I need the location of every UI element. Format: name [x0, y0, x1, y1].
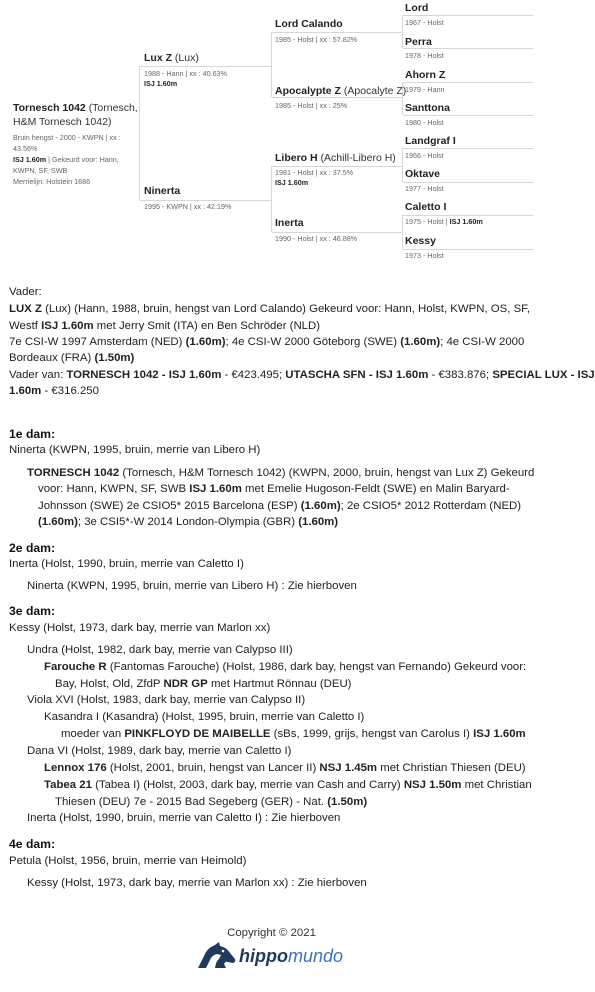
offspring-line: Johnsson (SWE) 2e CSIO5* 2015 Barcelona (ESP) (1.60m); 2e CSIO5* 2012 Rotterdam (NED)	[38, 500, 522, 512]
horse-details: 1985 - Holst | xx : 25%	[275, 101, 348, 110]
section-heading: 3e dam:	[9, 604, 56, 618]
horse-head-icon	[195, 942, 237, 970]
offspring-line: Kessy (Holst, 1973, dark bay, merrie van Marlon xx) : Zie hierboven	[27, 877, 367, 889]
horse-details: 1988 - Hann | xx : 40.63%	[144, 69, 227, 78]
pedigree-gen3-horse[interactable]: Lord Calando	[275, 18, 343, 30]
offspring-line: Lennox 176 (Holst, 2001, bruin, hengst van Lancer II) NSJ 1.45m met Christian Thiesen (DEU)	[44, 762, 526, 774]
horse-details: 1973 - Holst	[405, 251, 444, 260]
horse-alt-name-2: H&M Tornesch 1042)	[13, 116, 112, 128]
dam-line: Ninerta (KWPN, 1995, bruin, merrie van Libero H)	[9, 444, 261, 456]
pedigree-gen3-horse[interactable]: Libero H (Achill-Libero H)	[275, 152, 396, 164]
section-heading: 4e dam:	[9, 837, 56, 851]
offspring-line: TORNESCH 1042 (Tornesch, H&M Tornesch 1042) (KWPN, 2000, bruin, hengst van Lux Z) Gekeurd	[27, 467, 535, 479]
mare-line: Merrielijn: Holstein 1686	[13, 177, 91, 186]
sire-line: Bordeaux (FRA) (1.50m)	[9, 352, 135, 364]
sire-line: 7e CSI-W 1997 Amsterdam (NED) (1.60m); 4e CSI-W 2000 Göteborg (SWE) (1.60m); 4e CSI-W 2000	[9, 336, 525, 348]
pedigree-gen4-horse[interactable]: Perra	[405, 36, 432, 48]
dam-line: Kessy (Holst, 1973, dark bay, merrie van Marlon xx)	[9, 622, 271, 634]
horse-details: 1975 - Holst | ISJ 1.60m	[405, 217, 483, 226]
offspring-line: (1.60m); 3e CSI5*-W 2014 London-Olympia (GBR) (1.60m)	[38, 516, 339, 528]
pedigree-gen4-horse[interactable]: Oktave	[405, 168, 441, 180]
horse-details: 1995 - KWPN | xx : 42.19%	[144, 202, 232, 211]
pedigree-gen4-horse[interactable]: Caletto I	[405, 201, 447, 213]
horse-details: 1967 - Holst	[405, 18, 444, 27]
offspring-line: Dana VI (Holst, 1989, dark bay, merrie van Caletto I)	[27, 745, 292, 757]
pedigree-gen4-horse[interactable]: Santtona	[405, 102, 450, 114]
sire-line: Westf ISJ 1.60m met Jerry Smit (ITA) en Ben Schröder (NLD)	[9, 320, 321, 332]
offspring-line: voor: Hann, KWPN, SF, SWB ISJ 1.60m met Emelie Hugoson-Feldt (SWE) en Malin Baryard-	[38, 483, 510, 495]
copyright-text: Copyright © 2021	[227, 927, 316, 939]
hippomundo-logo[interactable]	[195, 942, 355, 972]
pedigree-gen4-horse[interactable]: Landgraf I	[405, 135, 456, 147]
offspring-line: moeder van PINKFLOYD DE MAIBELLE (sBs, 1999, grijs, hengst van Carolus I) ISJ 1.60m	[61, 728, 526, 740]
sire-offspring: 1.60m - €316.250	[9, 385, 99, 397]
horse-details: 1990 - Holst | xx : 46.88%	[275, 234, 358, 243]
horse-details: ISJ 1.60m	[275, 178, 309, 187]
section-heading: 2e dam:	[9, 541, 56, 555]
sire-offspring: Vader van: TORNESCH 1042 - ISJ 1.60m - €423.495; UTASCHA SFN - ISJ 1.60m - €383.876; SPECIAL LUX - ISJ	[9, 369, 595, 381]
horse-details: 1977 - Holst	[405, 184, 444, 193]
pedigree-dam[interactable]: Ninerta	[144, 185, 181, 197]
dam-line: Petula (Holst, 1956, bruin, merrie van Heimold)	[9, 855, 247, 867]
section-heading: 1e dam:	[9, 427, 56, 441]
horse-details: 1979 - Hann	[405, 85, 445, 94]
offspring-line: Farouche R (Fantomas Farouche) (Holst, 1986, dark bay, hengst van Fernando) Gekeurd voor:	[44, 661, 527, 673]
offspring-line: Ninerta (KWPN, 1995, bruin, merrie van Libero H) : Zie hierboven	[27, 580, 357, 592]
horse-details: 1985 - Holst | xx : 57.82%	[275, 35, 358, 44]
horse-details: 1980 - Holst	[405, 118, 444, 127]
dam-line: Inerta (Holst, 1990, bruin, merrie van Caletto I)	[9, 558, 244, 570]
horse-details: 1966 - Holst	[405, 151, 444, 160]
horse-details: ISJ 1.60m | Gekeurd voor: Hann,	[13, 155, 119, 164]
offspring-line: Thiesen (DEU) 7e - 2015 Bad Segeberg (GER) - Nat. (1.50m)	[55, 796, 368, 808]
offspring-line: Kasandra I (Kasandra) (Holst, 1995, bruin, merrie van Caletto I)	[44, 711, 365, 723]
pedigree-sire[interactable]: Lux Z (Lux)	[144, 52, 199, 64]
pedigree-gen3-horse[interactable]: Inerta	[275, 217, 304, 229]
pedigree-gen4-horse[interactable]: Ahorn Z	[405, 69, 446, 81]
horse-name[interactable]: Tornesch 1042	[13, 102, 86, 114]
horse-details: 1978 - Holst	[405, 51, 444, 60]
pedigree-gen4-horse[interactable]: Kessy	[405, 235, 436, 247]
sire-line: LUX Z (Lux) (Hann, 1988, bruin, hengst van Lord Calando) Gekeurd voor: Hann, Holst, KWPN, OS, SF,	[9, 303, 531, 315]
horse-details: 43.56%	[13, 144, 38, 153]
logo-wordmark: hippomundo	[239, 946, 344, 966]
offspring-line: Undra (Holst, 1982, dark bay, merrie van Calypso III)	[27, 644, 293, 656]
section-heading: Vader:	[9, 286, 42, 298]
pedigree-gen4-horse[interactable]: Lord	[405, 2, 429, 14]
offspring-line: Bay, Holst, Old, ZfdP NDR GP met Hartmut Rönnau (DEU)	[55, 678, 352, 690]
pedigree-subject-name[interactable]	[13, 102, 138, 115]
offspring-line: Inerta (Holst, 1990, bruin, merrie van Caletto I) : Zie hierboven	[27, 812, 341, 824]
horse-details: Bruin hengst - 2000 - KWPN | xx :	[13, 133, 121, 142]
horse-details: ISJ 1.60m	[144, 79, 178, 88]
horse-alt-name: (Tornesch,	[88, 102, 138, 114]
offspring-line: Viola XVI (Holst, 1983, dark bay, merrie van Calypso II)	[27, 694, 306, 706]
pedigree-gen3-horse[interactable]: Apocalypte Z (Apocalyte Z)	[275, 85, 407, 97]
offspring-line: Tabea 21 (Tabea I) (Holst, 2003, dark bay, merrie van Cash and Carry) NSJ 1.50m met Christian	[44, 779, 532, 791]
horse-details: 1981 - Holst | xx : 37.5%	[275, 168, 354, 177]
horse-details: KWPN, SF, SWB	[13, 166, 68, 175]
